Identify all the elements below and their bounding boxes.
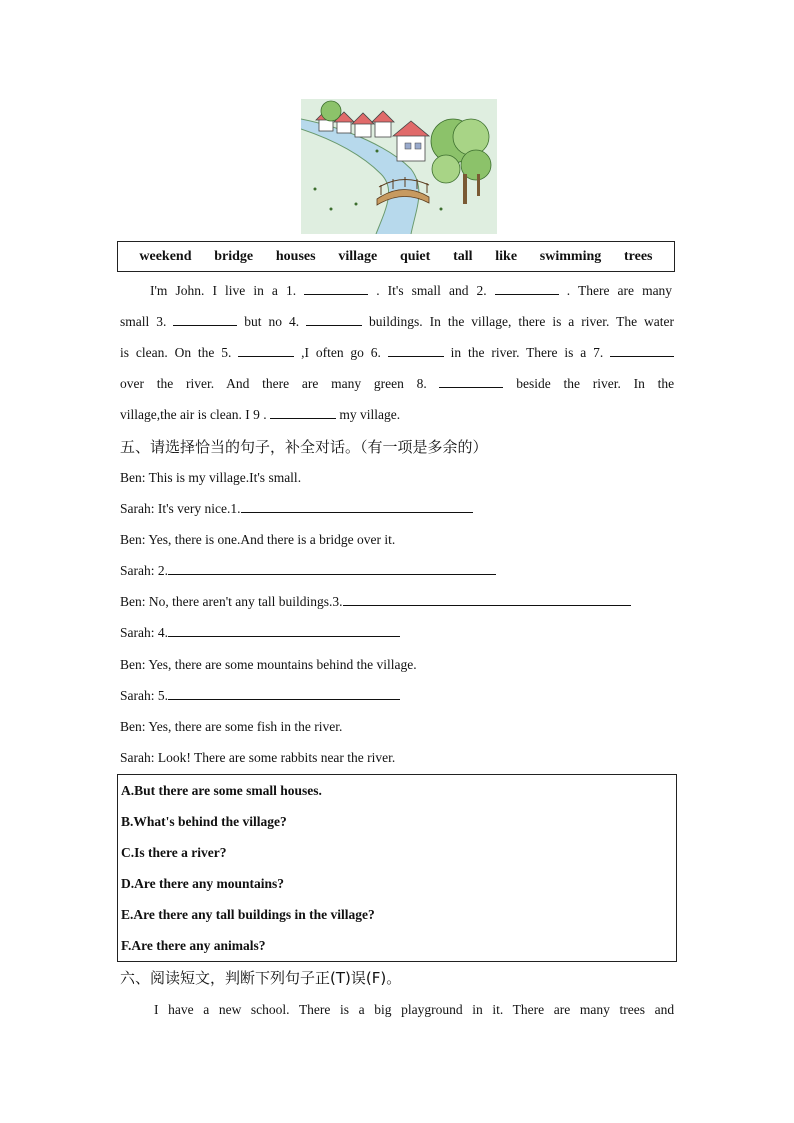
word-bank-item: like xyxy=(495,248,518,264)
passage-word: is clean. xyxy=(120,345,168,360)
reading-first-line xyxy=(154,1001,674,1019)
utterance: This is my village.It's small. xyxy=(148,470,302,485)
village-illustration xyxy=(301,99,497,234)
passage-word: my village. xyxy=(339,407,401,422)
passage-word: On the xyxy=(174,345,215,360)
answer-blank[interactable] xyxy=(168,687,400,700)
answer-blank[interactable] xyxy=(343,593,631,606)
answer-blank[interactable] xyxy=(495,282,559,295)
passage-word: many xyxy=(331,376,362,391)
passage-word: 2. xyxy=(476,283,487,298)
passage-word: are xyxy=(617,283,634,298)
speaker: Ben: xyxy=(120,594,146,609)
speaker: Sarah: xyxy=(120,750,155,765)
passage-word: in it. xyxy=(472,1002,504,1017)
word-bank-item: quiet xyxy=(399,248,431,264)
option-item: E.Are there any tall buildings in the village? xyxy=(121,907,375,922)
passage-word: beside xyxy=(516,376,551,391)
passage-word: is a river. xyxy=(552,314,610,329)
answer-blank[interactable] xyxy=(173,313,237,326)
passage-word: 8. xyxy=(416,376,427,391)
answer-blank[interactable] xyxy=(168,624,400,637)
passage-word: small xyxy=(411,283,441,298)
passage-word: in the river. xyxy=(450,345,520,360)
passage-line xyxy=(120,313,674,331)
passage-word: ,I often go xyxy=(301,345,364,360)
option-item: C.Is there a river? xyxy=(121,845,227,860)
passage-word: 6. xyxy=(370,345,381,360)
word-bank-item: swimming xyxy=(539,248,602,264)
passage-word: I live xyxy=(212,283,246,298)
passage-word: are xyxy=(301,376,319,391)
dialogue-line xyxy=(120,469,301,487)
utterance: 2. xyxy=(157,563,168,578)
passage-word: And xyxy=(226,376,250,391)
passage-word: village,the xyxy=(120,407,177,422)
passage-word: are many xyxy=(553,1002,610,1017)
passage-word: 4. xyxy=(288,314,300,329)
passage-line xyxy=(120,344,674,362)
options-box xyxy=(117,774,677,962)
dialogue-line xyxy=(120,749,395,767)
passage-word: There xyxy=(512,1002,545,1017)
speaker: Sarah: xyxy=(120,625,155,640)
passage-word: and xyxy=(654,1002,675,1017)
word-bank-item: tall xyxy=(453,248,473,264)
answer-blank[interactable] xyxy=(241,500,473,513)
passage-word: I'm John. xyxy=(150,283,205,298)
passage-line xyxy=(150,282,672,300)
passage-word: there xyxy=(518,314,546,329)
answer-blank[interactable] xyxy=(610,344,674,357)
dialogue-line xyxy=(120,562,496,580)
passage-word: trees xyxy=(619,1002,645,1017)
dialogue-line xyxy=(120,531,395,549)
passage-word: small xyxy=(120,314,150,329)
passage-word: a 1. xyxy=(271,283,297,298)
passage-word: air is clean. xyxy=(179,407,242,422)
utterance: It's very nice.1. xyxy=(157,501,241,516)
passage-word: 5. xyxy=(221,345,232,360)
utterance: No, there aren't any tall buildings.3. xyxy=(148,594,343,609)
speaker: Sarah: xyxy=(120,563,155,578)
word-bank-item: houses xyxy=(275,248,316,264)
word-bank-item: weekend xyxy=(139,248,192,264)
passage-word: There xyxy=(526,345,558,360)
speaker: Ben: xyxy=(120,719,146,734)
word-bank-item: village xyxy=(338,248,378,264)
dialogue-line xyxy=(120,593,631,611)
passage-word: is a 7. xyxy=(564,345,604,360)
utterance: 4. xyxy=(157,625,168,640)
option-item: D.Are there any mountains? xyxy=(121,876,285,891)
dialogue-line xyxy=(120,656,417,674)
answer-blank[interactable] xyxy=(270,406,336,419)
passage-word: is a big xyxy=(340,1002,392,1017)
passage-word: I 9 . xyxy=(245,407,267,422)
answer-blank[interactable] xyxy=(238,344,294,357)
passage-line xyxy=(120,375,674,393)
section6-title: 六、阅读短文，判断下列句子正(T)误(F)。 xyxy=(120,969,402,987)
passage-word: the xyxy=(657,376,675,391)
answer-blank[interactable] xyxy=(304,282,368,295)
passage-word: There xyxy=(577,283,610,298)
speaker: Sarah: xyxy=(120,501,155,516)
passage-word: the xyxy=(563,376,580,391)
dialogue-line xyxy=(120,687,400,705)
passage-word: 3. xyxy=(156,314,167,329)
dialogue-line xyxy=(120,500,473,518)
passage-word: The water xyxy=(616,314,675,329)
answer-blank[interactable] xyxy=(306,313,362,326)
passage-word: in xyxy=(253,283,264,298)
passage-word: buildings. xyxy=(369,314,423,329)
speaker: Sarah: xyxy=(120,688,155,703)
passage-word: river. xyxy=(186,376,215,391)
answer-blank[interactable] xyxy=(388,344,444,357)
passage-word: There xyxy=(298,1002,331,1017)
speaker: Ben: xyxy=(120,657,146,672)
passage-word: a new school. xyxy=(203,1002,290,1017)
word-bank-item: bridge xyxy=(214,248,254,264)
utterance: Yes, there is one.And there is a bridge over it. xyxy=(148,532,396,547)
passage-word: and xyxy=(448,283,469,298)
passage-word: many xyxy=(642,283,673,298)
passage-word: green xyxy=(373,376,404,391)
utterance: Yes, there are some fish in the river. xyxy=(148,719,343,734)
passage-word: river. xyxy=(592,376,621,391)
dialogue-line xyxy=(120,624,400,642)
passage-word: over xyxy=(120,376,144,391)
word-bank xyxy=(117,241,675,272)
section5-title: 五、请选择恰当的句子，补全对话。（有一项是多余的） xyxy=(120,438,488,456)
speaker: Ben: xyxy=(120,470,146,485)
utterance: 5. xyxy=(157,688,168,703)
passage-word: . xyxy=(376,283,380,298)
speaker: Ben: xyxy=(120,532,146,547)
passage-word: I have xyxy=(154,1002,194,1017)
passage-word: In the village, xyxy=(429,314,512,329)
passage-word: . xyxy=(566,283,571,298)
passage-word: there xyxy=(262,376,290,391)
answer-blank[interactable] xyxy=(439,375,503,388)
passage-word: the xyxy=(156,376,174,391)
option-item: F.Are there any animals? xyxy=(121,938,266,953)
passage-word: It's xyxy=(387,283,404,298)
utterance: Look! There are some rabbits near the river. xyxy=(157,750,396,765)
utterance: Yes, there are some mountains behind the village. xyxy=(148,657,417,672)
word-bank-item: trees xyxy=(624,248,653,264)
answer-blank[interactable] xyxy=(168,562,496,575)
passage-word: playground xyxy=(401,1002,463,1017)
passage-word: but no xyxy=(244,314,282,329)
dialogue-line xyxy=(120,718,342,736)
option-item: A.But there are some small houses. xyxy=(121,783,322,798)
passage-line xyxy=(120,406,674,424)
passage-word: In xyxy=(633,376,645,391)
option-item: B.What's behind the village? xyxy=(121,814,287,829)
